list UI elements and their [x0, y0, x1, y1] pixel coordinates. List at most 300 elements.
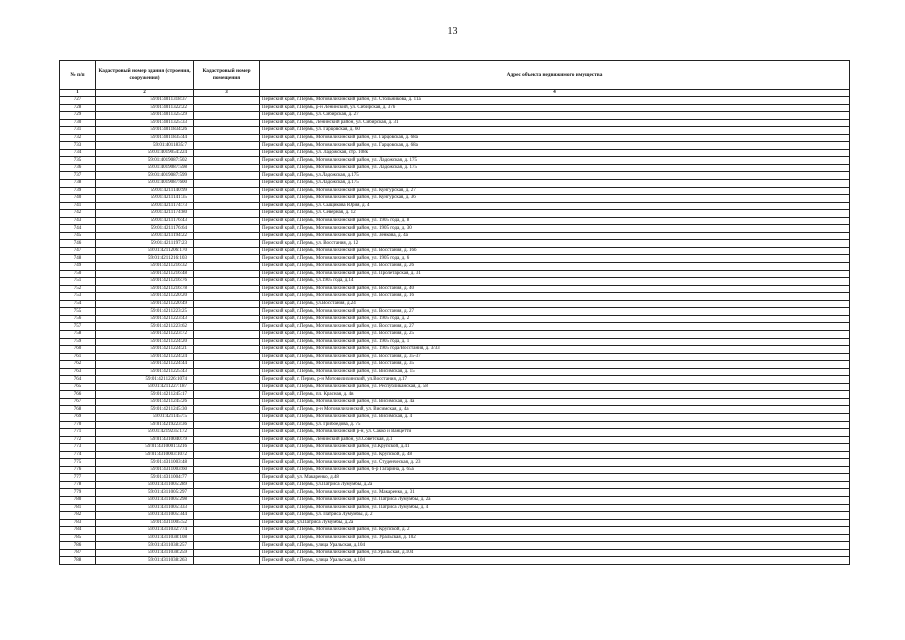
row-number: 728	[60, 104, 96, 112]
address-cell: Пермский край, г.Пермь, Мотовилихинский район, ул. Патриса Лумумбы, д. 4	[260, 504, 850, 512]
cadastral-number: 59:01:4019087:598	[96, 164, 194, 172]
row-number: 785	[60, 534, 96, 542]
row-number: 762	[60, 361, 96, 369]
row-number: 778	[60, 481, 96, 489]
table-row	[60, 421, 850, 429]
table-row	[60, 398, 850, 406]
table-row	[60, 519, 850, 527]
room-cadastral-number	[194, 210, 260, 218]
row-number: 727	[60, 97, 96, 105]
address-cell: Пермский край, г.Пермь, Мотовилихинский район, ул. 1905 года, д. 30	[260, 225, 850, 233]
address-cell: Пермский край, г.Пермь, Ленинский район, ул. Сибирская, д. 31	[260, 119, 850, 127]
room-cadastral-number	[194, 466, 260, 474]
address-cell: Пермский край, г.Пермь, Мотовилихинский район, ул. Крупской, д. 2	[260, 527, 850, 535]
room-cadastral-number	[194, 270, 260, 278]
cadastral-number: 59:01:4219235:172	[96, 429, 194, 437]
cadastral-number: 59:01:4211216:48	[96, 270, 194, 278]
cadastral-number: 59:01:4211245:17	[96, 391, 194, 399]
table-row	[60, 481, 850, 489]
table-row	[60, 406, 850, 414]
property-table	[59, 60, 850, 565]
room-cadastral-number	[194, 112, 260, 120]
cadastral-number: 59:01:4211224:24	[96, 353, 194, 361]
address-cell: Пермский край, г.Пермь, Мотовилихинский район, б-р Гагарина, д. 65а	[260, 466, 850, 474]
address-cell: Пермский край, г.Пермь, ул. Сыщикова Юрия, д. 4	[260, 202, 850, 210]
address-cell: Пермский край, г.Пермь, Мотовилихинский р-н, ул. Сакко и Ванцетти	[260, 429, 850, 437]
header-address: Адрес объекта недвижимого имущества	[260, 61, 850, 90]
row-number: 736	[60, 164, 96, 172]
table-row	[60, 474, 850, 482]
cadastral-number: 59:01:4211176:64	[96, 225, 194, 233]
room-cadastral-number	[194, 142, 260, 150]
room-cadastral-number	[194, 512, 260, 520]
cadastral-number: 59:01:4311005:298	[96, 496, 194, 504]
row-number: 787	[60, 549, 96, 557]
address-cell: Пермский край, г.Пермь, Мотовилихинский район, ул. 1905 года/Восстания, д. 3/33	[260, 346, 850, 354]
address-cell: Пермский край, ул.Патриса Лумумбы, д.2а	[260, 519, 850, 527]
row-number: 737	[60, 172, 96, 180]
row-number: 753	[60, 293, 96, 301]
room-cadastral-number	[194, 157, 260, 165]
cadastral-number: 59:01:4211245:30	[96, 406, 194, 414]
table-row	[60, 263, 850, 271]
address-cell: Пермский край, г.Пермь, ул. Сибирская, д. 27	[260, 112, 850, 120]
table-row	[60, 172, 850, 180]
row-number: 763	[60, 368, 96, 376]
room-cadastral-number	[194, 232, 260, 240]
address-cell: Пермский край, г.Пермь, Мотовилихинский район, ул. Висимская, д. 4а	[260, 398, 850, 406]
table-row	[60, 534, 850, 542]
room-cadastral-number	[194, 474, 260, 482]
cadastral-number: 59:01:4311005:289	[96, 481, 194, 489]
cadastral-number: 59:01:4211227:187	[96, 383, 194, 391]
cadastral-number: 59:01:4311003:60	[96, 466, 194, 474]
room-cadastral-number	[194, 542, 260, 550]
table-row	[60, 195, 850, 203]
address-cell: Пермский край, г.Пермь, Мотовилихинский район, ул. Патриса Лумумбы, д. 2а	[260, 496, 850, 504]
row-number: 760	[60, 346, 96, 354]
table-row	[60, 300, 850, 308]
table-row	[60, 451, 850, 459]
room-cadastral-number	[194, 300, 260, 308]
column-number: 1	[60, 90, 96, 97]
cadastral-number: 59:01:4310003:1072	[96, 451, 194, 459]
row-number: 756	[60, 315, 96, 323]
cadastral-number: 59:01:4211176:43	[96, 217, 194, 225]
row-number: 744	[60, 225, 96, 233]
page-number: 13	[447, 26, 458, 37]
table-row	[60, 278, 850, 286]
address-cell: Пермский край, г.Пермь, Мотовилихинский район, ул. Стольникова, д. 11а	[260, 97, 850, 105]
room-cadastral-number	[194, 527, 260, 535]
row-number: 767	[60, 398, 96, 406]
row-number: 782	[60, 512, 96, 520]
row-number: 733	[60, 142, 96, 150]
address-cell: Пермский край, г.Пермь, Мотовилихинский район, ул. 1905 года, д. 6	[260, 255, 850, 263]
cadastral-number: 59:01:4011834:26	[96, 127, 194, 135]
cadastral-number: 59:01:4011322:22	[96, 104, 194, 112]
cadastral-number: 59:01:4211245:26	[96, 398, 194, 406]
address-cell: Пермский край, г.Пермь, улица Уральская, д.104	[260, 542, 850, 550]
cadastral-number: 59:01:4211174:80	[96, 210, 194, 218]
room-cadastral-number	[194, 217, 260, 225]
address-cell: Пермский край, г.Пермь, Мотовилихинский район, ул. Зенкова, д. 4а	[260, 232, 850, 240]
cadastral-number: 59:01:4211225:43	[96, 368, 194, 376]
table-row	[60, 338, 850, 346]
table-row	[60, 232, 850, 240]
address-cell: Пермский край, г.Пермь, ул. Северная, д. 12	[260, 210, 850, 218]
column-number: 4	[260, 90, 850, 97]
row-number: 757	[60, 323, 96, 331]
table-row	[60, 549, 850, 557]
address-cell: Пермский край, г.Пермь, Мотовилихинский район, ул. Восстания, д. 27	[260, 323, 850, 331]
table-row	[60, 255, 850, 263]
cadastral-number: 59:01:4211174:73	[96, 202, 194, 210]
row-number: 755	[60, 308, 96, 316]
header-cadastral-building: Кадастровый номер здания (строения, сооружения)	[96, 61, 194, 90]
table-row	[60, 225, 850, 233]
room-cadastral-number	[194, 383, 260, 391]
address-cell: Пермский край, г.Пермь, Мотовилихинский район, ул. Висимская, д. 15	[260, 368, 850, 376]
table-row	[60, 413, 850, 421]
header-cadastral-room: Кадастровый номер помещения	[194, 61, 260, 90]
room-cadastral-number	[194, 195, 260, 203]
room-cadastral-number	[194, 504, 260, 512]
address-cell: Пермский край, г.Пермь, Мотовилихинский район, ул. 1905 года, д. 2	[260, 315, 850, 323]
cadastral-number: 59:01:4011318:37	[96, 97, 194, 105]
address-cell: Пермский край, г.Пермь, ул.Патриса Лумумбы, д.2а	[260, 481, 850, 489]
address-cell: Пермский край, г.Пермь, Мотовилихинский район, ул. Гарцовская, д. 68а	[260, 142, 850, 150]
table-row	[60, 391, 850, 399]
address-cell: Пермский край, г.Пермь, Мотовилихинский район, ул. Восстания, д. 16	[260, 293, 850, 301]
room-cadastral-number	[194, 406, 260, 414]
cadastral-number: 59:01:4211223:72	[96, 330, 194, 338]
table-row	[60, 368, 850, 376]
address-cell: Пермский край, г.Пермь, улица Уральская, д.104	[260, 557, 850, 565]
table-row	[60, 127, 850, 135]
cadastral-number: 59:01:4311005:52	[96, 519, 194, 527]
room-cadastral-number	[194, 134, 260, 142]
table-row	[60, 202, 850, 210]
table-row	[60, 527, 850, 535]
room-cadastral-number	[194, 421, 260, 429]
room-cadastral-number	[194, 451, 260, 459]
row-number: 768	[60, 406, 96, 414]
cadastral-number: 59:01:4311004:77	[96, 474, 194, 482]
cadastral-number: 59:01:4011835:44	[96, 134, 194, 142]
table-row	[60, 330, 850, 338]
row-number: 779	[60, 489, 96, 497]
table-row	[60, 459, 850, 467]
address-cell: Пермский край, г.Пермь, р-н Ленинский, ул. Сибирская, д. 37б	[260, 104, 850, 112]
row-number: 786	[60, 542, 96, 550]
room-cadastral-number	[194, 225, 260, 233]
table-row	[60, 119, 850, 127]
cadastral-number: 59:01:4019087:600	[96, 180, 194, 188]
table-row	[60, 353, 850, 361]
room-cadastral-number	[194, 255, 260, 263]
address-cell: Пермский край, г.Пермь, ул. Ладожская, стр. 108к	[260, 149, 850, 157]
cadastral-number: 59:01:4311038:259	[96, 549, 194, 557]
cadastral-number: 59:01:4211226:1074	[96, 376, 194, 384]
table-row	[60, 512, 850, 520]
table-row	[60, 97, 850, 105]
cadastral-number: 59:01:4311005:333	[96, 504, 194, 512]
address-cell: Пермский край, г.Пермь, Мотовилихинский район, ул. Кунгурская, д. 27	[260, 187, 850, 195]
row-number: 749	[60, 263, 96, 271]
column-number: 2	[96, 90, 194, 97]
room-cadastral-number	[194, 127, 260, 135]
address-cell: Пермский край, г.Пермь, Мотовилихинский район, ул. Ладожская, д. 175	[260, 164, 850, 172]
row-number: 776	[60, 466, 96, 474]
address-cell: Пермский край, г.Пермь, Мотовилихинский район, ул. Восстания, д. 35	[260, 361, 850, 369]
cadastral-number: 59:01:4211224:21	[96, 346, 194, 354]
room-cadastral-number	[194, 391, 260, 399]
address-cell: Пермский край, г.Пермь, Мотовилихинский район, ул. Кунгурская, д. 36	[260, 195, 850, 203]
room-cadastral-number	[194, 338, 260, 346]
table-row	[60, 240, 850, 248]
room-cadastral-number	[194, 519, 260, 527]
address-cell: Пермский край, г.Пермь, ул. Восстания, д. 12	[260, 240, 850, 248]
table-header-row	[60, 61, 850, 90]
address-cell: Пермский край, г. Пермь, р-н Мотовилихинский, ул.Восстания, д.17	[260, 376, 850, 384]
table-row	[60, 436, 850, 444]
room-cadastral-number	[194, 172, 260, 180]
table-row	[60, 187, 850, 195]
address-cell: Пермский край, г.Пермь, Мотовилихинский район, ул. Ладожская, д. 175	[260, 157, 850, 165]
cadastral-number: 59:01:4019087:599	[96, 172, 194, 180]
row-number: 734	[60, 149, 96, 157]
row-number: 773	[60, 444, 96, 452]
cadastral-number: 59:01:4311038:263	[96, 557, 194, 565]
room-cadastral-number	[194, 104, 260, 112]
address-cell: Пермский край, г.Пермь, Мотовилихинский район, ул.Уральская, д.104	[260, 549, 850, 557]
row-number: 766	[60, 391, 96, 399]
table-body	[60, 97, 850, 565]
table-row	[60, 504, 850, 512]
row-number: 758	[60, 330, 96, 338]
cadastral-number: 59:01:4211140:99	[96, 187, 194, 195]
cadastral-number: 59:01:4211216:103	[96, 255, 194, 263]
address-cell: Пермский край, г.Пермь, Мотовилихинский район, ул. Висимская, д. 4	[260, 413, 850, 421]
row-number: 752	[60, 285, 96, 293]
column-number-row	[60, 90, 850, 97]
row-number: 750	[60, 270, 96, 278]
row-number: 777	[60, 474, 96, 482]
table-row	[60, 134, 850, 142]
row-number: 765	[60, 383, 96, 391]
address-cell: Пермский край, г.Пермь, ул. Грибоедова, д. 75	[260, 421, 850, 429]
row-number: 774	[60, 451, 96, 459]
table-row	[60, 346, 850, 354]
table-row	[60, 149, 850, 157]
table-row	[60, 496, 850, 504]
table-row	[60, 180, 850, 188]
room-cadastral-number	[194, 534, 260, 542]
room-cadastral-number	[194, 247, 260, 255]
address-cell: Пермский край, г.Пермь, ул. Гарцовская, д. 60	[260, 127, 850, 135]
address-cell: Пермский край, г.Пермь, Мотовилихинский район, ул. Макаренко, д. 31	[260, 489, 850, 497]
table-row	[60, 293, 850, 301]
address-cell: Пермский край, г.Пермь, р-н Мотовилихинский, ул. Висимская, д. 4а	[260, 406, 850, 414]
row-number: 739	[60, 187, 96, 195]
cadastral-number: 59:01:4311038:257	[96, 542, 194, 550]
table-row	[60, 557, 850, 565]
address-cell: Пермский край, г.Пермь, ул.1905 года, д.14	[260, 278, 850, 286]
room-cadastral-number	[194, 293, 260, 301]
table-row	[60, 157, 850, 165]
row-number: 780	[60, 496, 96, 504]
table-row	[60, 285, 850, 293]
cadastral-number: 59:01:4211141:35	[96, 195, 194, 203]
row-number: 764	[60, 376, 96, 384]
cadastral-number: 59:01:4311005:297	[96, 489, 194, 497]
address-cell: Пермский край, г.Пермь, Мотовилихинский район, ул. 1905 года, д. 1	[260, 338, 850, 346]
address-cell: Пермский край, г.Пермь, Мотовилихинский район, ул. Студенческая, д. 23	[260, 459, 850, 467]
cadastral-number: 59:01:4011325:33	[96, 119, 194, 127]
cadastral-number: 59:01:4211223:62	[96, 323, 194, 331]
row-number: 743	[60, 217, 96, 225]
table-row	[60, 270, 850, 278]
row-number: 735	[60, 157, 96, 165]
room-cadastral-number	[194, 119, 260, 127]
row-number: 781	[60, 504, 96, 512]
row-number: 783	[60, 519, 96, 527]
header-num: № п/п	[60, 61, 96, 90]
table-row	[60, 383, 850, 391]
room-cadastral-number	[194, 444, 260, 452]
address-cell: Пермский край, г.Пермь, ул.Восстания, д.24	[260, 300, 850, 308]
room-cadastral-number	[194, 149, 260, 157]
room-cadastral-number	[194, 361, 260, 369]
cadastral-number: 59:01:4211224:20	[96, 338, 194, 346]
row-number: 771	[60, 429, 96, 437]
room-cadastral-number	[194, 459, 260, 467]
cadastral-number: 59:01:4211224:44	[96, 361, 194, 369]
cadastral-number: 59:01:4310001:3216	[96, 444, 194, 452]
address-cell: Пермский край, г.Пермь, Мотовилихинский район, ул. Уральская, д. 102	[260, 534, 850, 542]
address-cell: Пермский край, г.Пермь, ул.Ладожская, д.175	[260, 180, 850, 188]
row-number: 741	[60, 202, 96, 210]
row-number: 738	[60, 180, 96, 188]
room-cadastral-number	[194, 323, 260, 331]
table-row	[60, 361, 850, 369]
row-number: 740	[60, 195, 96, 203]
table-row	[60, 429, 850, 437]
row-number: 751	[60, 278, 96, 286]
row-number: 748	[60, 255, 96, 263]
cadastral-number: 59:01:4019054:224	[96, 149, 194, 157]
row-number: 772	[60, 436, 96, 444]
address-cell: Пермский край, г.Пермь, Мотовилихинский район, ул. Восстания, д. 40	[260, 285, 850, 293]
row-number: 788	[60, 557, 96, 565]
room-cadastral-number	[194, 398, 260, 406]
row-number: 747	[60, 247, 96, 255]
row-number: 784	[60, 527, 96, 535]
room-cadastral-number	[194, 187, 260, 195]
address-cell: Пермский край, г.Пермь, Мотовилихинский район, ул. Восстания, д. 27	[260, 308, 850, 316]
cadastral-number: 59:01:4211197:23	[96, 240, 194, 248]
room-cadastral-number	[194, 368, 260, 376]
address-cell: Пермский край, г.Пермь, Мотовилихинский район, ул. Восстания, д. 26	[260, 263, 850, 271]
cadastral-number: 59:01:4311003:48	[96, 459, 194, 467]
room-cadastral-number	[194, 346, 260, 354]
cadastral-number: 59:01:4311038:108	[96, 534, 194, 542]
address-cell: Пермский край, г.Пермь, Мотовилихинский район, ул. Восстания, д. 16б	[260, 247, 850, 255]
cadastral-number: 59:01:4211216:32	[96, 263, 194, 271]
address-cell: Пермский край, г.Пермь, Мотовилихинский район, ул. Восстания, д. 25	[260, 330, 850, 338]
table-row	[60, 217, 850, 225]
room-cadastral-number	[194, 308, 260, 316]
address-cell: Пермский край, г.Пермь, Мотовилихинский район, ул. Крупской, д. 48	[260, 451, 850, 459]
cadastral-number: 59:01:4211223:43	[96, 315, 194, 323]
table-row	[60, 444, 850, 452]
row-number: 769	[60, 413, 96, 421]
cadastral-number: 59:01:4211220:20	[96, 293, 194, 301]
table-row	[60, 323, 850, 331]
table-row	[60, 104, 850, 112]
cadastral-number: 59:01:4211223:25	[96, 308, 194, 316]
cadastral-number: 59:01:4019087:502	[96, 157, 194, 165]
cadastral-number: 59:01:4211216:76	[96, 278, 194, 286]
address-cell: Пермский край, г.Пермь, Мотовилихинский район, ул. Республиканская, д. 58	[260, 383, 850, 391]
table-row	[60, 164, 850, 172]
address-cell: Пермский край, г.Пермь, Мотовилихинский район, ул. Пролетарская, д. 31	[260, 270, 850, 278]
room-cadastral-number	[194, 164, 260, 172]
cadastral-number: 59:01:4211194:22	[96, 232, 194, 240]
room-cadastral-number	[194, 285, 260, 293]
room-cadastral-number	[194, 202, 260, 210]
row-number: 770	[60, 421, 96, 429]
cadastral-number: 59:01:4211216:78	[96, 285, 194, 293]
table-row	[60, 308, 850, 316]
address-cell: Пермский край, г.Пермь, Мотовилихинский район, ул. Гарцовская, д. 68а	[260, 134, 850, 142]
cadastral-number: 59:01:4311032:774	[96, 527, 194, 535]
cadastral-number: 59:01:4311005:344	[96, 512, 194, 520]
address-cell: Пермский край, ул. Макаренко, д.48	[260, 474, 850, 482]
address-cell: Пермский край, г.Пермь, Мотовилихинский район, ул. 1905 года, д. 8	[260, 217, 850, 225]
address-cell: Пермский край, г.Пермь, пл. Красная, д. 4в	[260, 391, 850, 399]
table-row	[60, 542, 850, 550]
cadastral-number: 59:01:4211206:170	[96, 247, 194, 255]
room-cadastral-number	[194, 489, 260, 497]
cadastral-number: 59:01:4310040:79	[96, 436, 194, 444]
row-number: 746	[60, 240, 96, 248]
row-number: 775	[60, 459, 96, 467]
room-cadastral-number	[194, 263, 260, 271]
room-cadastral-number	[194, 353, 260, 361]
room-cadastral-number	[194, 413, 260, 421]
room-cadastral-number	[194, 557, 260, 565]
room-cadastral-number	[194, 549, 260, 557]
address-cell: Пермский край, г.Пермь, ул.Ладожская, д.175	[260, 172, 850, 180]
table-row	[60, 112, 850, 120]
row-number: 729	[60, 112, 96, 120]
cadastral-number: 59:01:4011325:29	[96, 112, 194, 120]
cadastral-number: 59:01:4219223:36	[96, 421, 194, 429]
room-cadastral-number	[194, 481, 260, 489]
table-row	[60, 210, 850, 218]
room-cadastral-number	[194, 376, 260, 384]
cadastral-number: 59:01:4011835:7	[96, 142, 194, 150]
cadastral-number: 59:01:4211457:5	[96, 413, 194, 421]
row-number: 732	[60, 134, 96, 142]
address-cell: Пермский край, г.Пермь, ул. Патриса Лумумбы, д. 2	[260, 512, 850, 520]
room-cadastral-number	[194, 278, 260, 286]
row-number: 745	[60, 232, 96, 240]
room-cadastral-number	[194, 315, 260, 323]
row-number: 754	[60, 300, 96, 308]
